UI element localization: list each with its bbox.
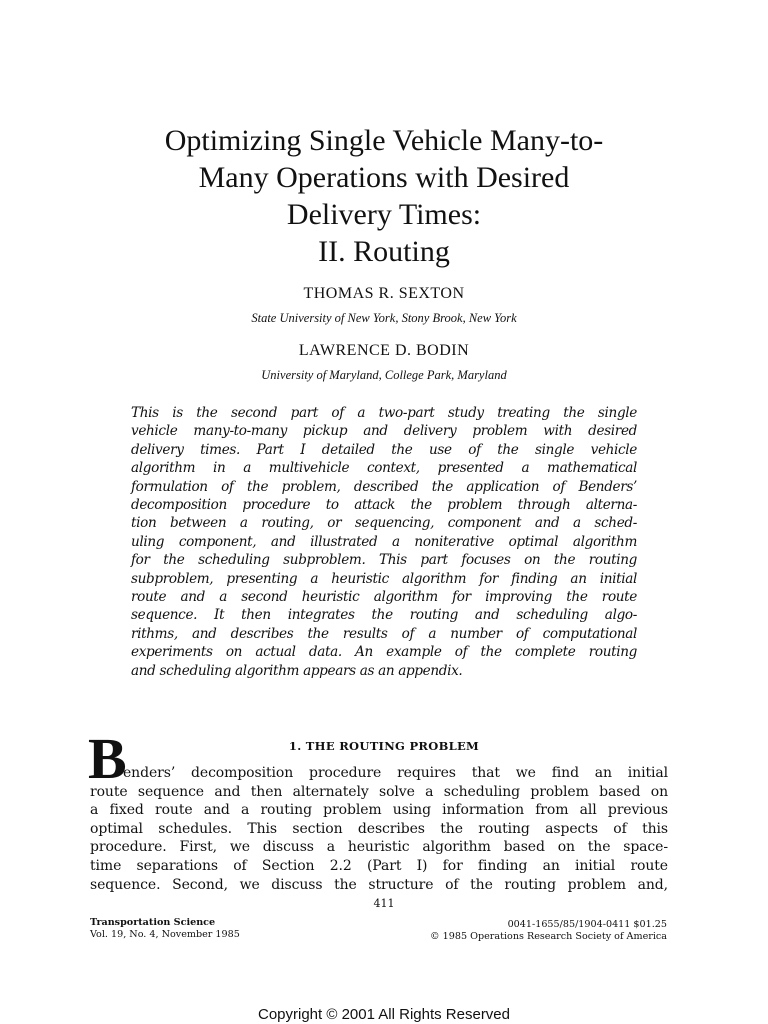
body-line: time separations of Section 2.2 (Part I) for finding an initial route [90, 857, 668, 874]
journal-info [90, 917, 240, 941]
title-line: Optimizing Single Vehicle Many-to- [164, 124, 604, 157]
abstract-line: rithms, and describes the results of a number of computational [131, 625, 637, 642]
author-name: THOMAS R. SEXTON [303, 285, 465, 302]
paper-title [0, 122, 768, 270]
publication-code: 0041-1655/85/1904-0411 $01.25 [507, 919, 667, 930]
journal-volume: Vol. 19, No. 4, November 1985 [90, 929, 240, 940]
title-line: Many Operations with Desired [198, 161, 570, 194]
section-body [90, 764, 668, 894]
body-line: a fixed route and a routing problem using information from all previous [90, 802, 668, 819]
publication-info [430, 919, 667, 943]
body-line: route sequence and then alternately solve a scheduling problem based on [90, 783, 668, 800]
body-line: enders’ decomposition procedure requires that we find an initial [123, 765, 668, 781]
journal-name: Transportation Science [90, 917, 216, 928]
title-line: II. Routing [318, 235, 450, 268]
section-heading: 1. THE ROUTING PROBLEM [288, 739, 480, 753]
body-line: optimal schedules. This section describes the routing aspects of this [90, 820, 668, 837]
abstract-line: for the scheduling subproblem. This part focuses on the routing [131, 552, 637, 569]
abstract-line: vehicle many-to-many pickup and delivery problem with desired [131, 423, 637, 440]
abstract-line: This is the second part of a two-part study treating the single [131, 405, 637, 421]
title-line: Delivery Times: [286, 198, 482, 231]
abstract-line: algorithm in a multivehicle context, presented a mathematical [131, 460, 637, 477]
copyright-notice: Copyright © 2001 All Rights Reserved [257, 1006, 510, 1023]
author-affiliation: University of Maryland, College Park, Maryland [261, 368, 507, 382]
abstract-line: decomposition procedure to attack the problem through alterna- [131, 497, 637, 514]
abstract-line: route and a second heuristic algorithm for improving the route [131, 589, 637, 606]
abstract-line: experiments on actual data. An example of the complete routing [131, 644, 637, 661]
abstract-line: subproblem, presenting a heuristic algorithm for finding an initial [131, 570, 637, 587]
body-line: sequence. Second, we discuss the structure of the routing problem and, [90, 876, 668, 893]
abstract-line: sequence. It then integrates the routing and scheduling algo- [131, 607, 637, 624]
abstract-line: tion between a routing, or sequencing, component and a sched- [131, 515, 637, 532]
abstract [131, 404, 637, 680]
author-name: LAWRENCE D. BODIN [298, 342, 470, 359]
body-line: procedure. First, we discuss a heuristic algorithm based on the space- [90, 839, 668, 856]
society-copyright: © 1985 Operations Research Society of America [430, 931, 667, 942]
author-affiliation: State University of New York, Stony Brook, New York [251, 311, 517, 325]
drop-cap: B [88, 726, 127, 791]
abstract-line: uling component, and illustrated a noniterative optimal algorithm [131, 533, 637, 550]
page-number: 411 [373, 897, 395, 910]
abstract-line: formulation of the problem, described the application of Benders’ [131, 478, 637, 495]
abstract-line: and scheduling algorithm appears as an appendix. [131, 662, 463, 679]
abstract-line: delivery times. Part I detailed the use of the single vehicle [131, 441, 637, 458]
